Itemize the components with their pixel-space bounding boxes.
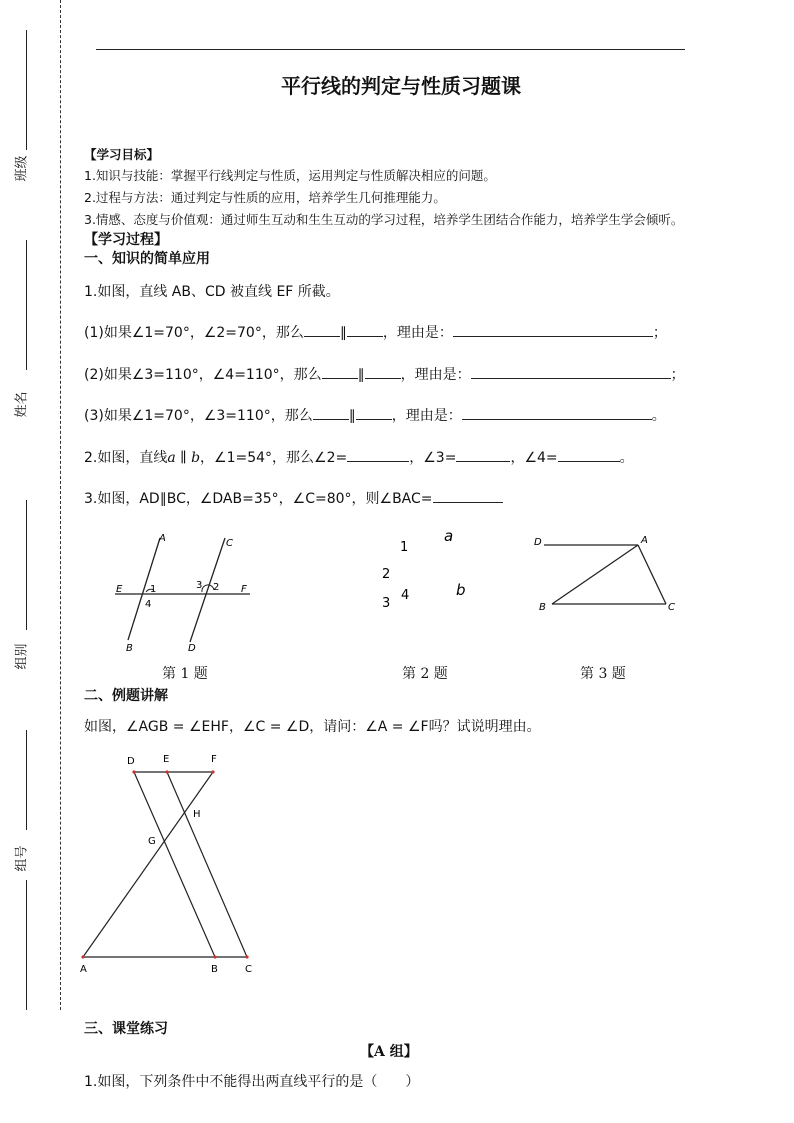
point-d (132, 770, 135, 773)
question-2 (84, 447, 634, 467)
point-f (211, 770, 214, 773)
figure-2-caption: 第 2 题 (402, 666, 448, 682)
fig1-label-4: 4 (145, 599, 152, 610)
ex-label-f: F (211, 754, 217, 765)
objective-item-1: 1.知识与技能：掌握平行线判定与性质，运用判定与性质解决相应的问题。 (84, 168, 496, 183)
point-e (165, 770, 168, 773)
answer-blank[interactable] (304, 324, 340, 337)
q1-3-text: (3)如果∠1=70°，∠3=110°，那么 (84, 408, 313, 424)
group-label: 组别 (14, 643, 30, 670)
reason-blank[interactable] (471, 366, 671, 379)
group-no-label: 组号 (14, 845, 30, 872)
point-c (245, 955, 248, 958)
binding-dashed-line (60, 0, 61, 1010)
answer-blank[interactable] (322, 366, 358, 379)
answer-blank[interactable] (347, 324, 383, 337)
segment-db (134, 772, 215, 957)
segment-af (83, 772, 213, 957)
fig1-label-c: C (226, 538, 233, 549)
fig1-label-b: B (126, 643, 133, 654)
fig1-label-2: 2 (213, 582, 220, 593)
question-1-1 (84, 322, 667, 342)
margin-line-2 (26, 240, 27, 370)
objective-item-3: 3.情感、态度与价值观：通过师生互动和生生互动的学习过程，培养学生团结合作能力，培养学生学会倾听。 (84, 212, 684, 227)
answer-blank[interactable] (356, 407, 392, 420)
objective-item-2: 2.过程与方法：通过判定与性质的应用，培养学生几何推理能力。 (84, 190, 446, 205)
name-label: 姓名 (14, 391, 30, 418)
angle2-blank[interactable] (347, 449, 409, 462)
example-figure (70, 750, 270, 980)
fig1-label-1: 1 (150, 584, 157, 595)
fig2-label-4: 4 (401, 588, 410, 603)
punct: 。 (651, 408, 666, 424)
figure-3 (530, 530, 680, 620)
fig3-label-a: A (641, 535, 648, 546)
ex-label-g: G (148, 836, 156, 847)
margin-line-3 (26, 500, 27, 630)
figure-1-caption: 第 1 题 (162, 666, 208, 682)
fig2-label-a: a (444, 527, 454, 545)
fig1-label-a: A (159, 533, 166, 544)
question-1-3 (84, 405, 666, 425)
fig1-label-d: D (188, 643, 196, 654)
figure-3-caption: 第 3 题 (580, 666, 626, 682)
fig1-label-e: E (116, 584, 123, 595)
fig2-label-2: 2 (382, 567, 391, 582)
header-rule (96, 49, 685, 50)
question-1-2 (84, 364, 685, 384)
reason-label: ，理由是： (391, 408, 462, 424)
fig2-label-1: 1 (400, 540, 409, 555)
segment-ac (638, 545, 666, 604)
ex-label-e: E (163, 754, 170, 765)
reason-label: ，理由是： (400, 367, 471, 383)
fig3-label-c: C (668, 602, 675, 613)
section2-heading: 二、例题讲解 (84, 688, 168, 704)
section2-question: 如图，∠AGB = ∠EHF，∠C = ∠D，请问：∠A = ∠F吗？试说明理由。 (84, 719, 541, 735)
fig2-label-3: 3 (382, 596, 391, 611)
fig1-label-f: F (241, 584, 247, 595)
section3-heading: 三、课堂练习 (84, 1021, 168, 1037)
objectives-heading: 【学习目标】 (84, 147, 160, 162)
class-label: 班级 (14, 155, 30, 182)
group-a-heading: 【A 组】 (360, 1044, 418, 1060)
reason-label: ，理由是： (382, 325, 453, 341)
punct: ； (652, 325, 667, 341)
ex-label-b: B (211, 964, 218, 975)
bac-blank[interactable] (433, 490, 503, 503)
q2-text-d: ，∠3= (409, 450, 457, 466)
angle3-blank[interactable] (456, 449, 510, 462)
q1-2-text: (2)如果∠3=110°，∠4=110°，那么 (84, 367, 322, 383)
q1-1-text: (1)如果∠1=70°，∠2=70°，那么 (84, 325, 304, 341)
fig3-label-b: B (539, 602, 546, 613)
process-heading: 【学习过程】 (84, 232, 168, 248)
answer-blank[interactable] (365, 366, 401, 379)
punct: ； (670, 367, 685, 383)
point-b (213, 955, 216, 958)
parallel-symbol: ∥ (357, 367, 365, 383)
reason-blank[interactable] (462, 407, 652, 420)
margin-line-4 (26, 730, 27, 830)
question-1: 1.如图，直线 AB、CD 被直线 EF 所截。 (84, 284, 340, 300)
fig1-label-3: 3 (196, 580, 203, 591)
figure-2 (360, 520, 490, 620)
fig3-label-d: D (534, 537, 542, 548)
question-3 (84, 488, 503, 508)
q2-text-e: ，∠4= (510, 450, 558, 466)
q3-text: 3.如图，AD∥BC，∠DAB=35°，∠C=80°，则∠BAC= (84, 491, 433, 507)
ex-label-h: H (193, 809, 201, 820)
margin-line-5 (26, 880, 27, 1010)
ex-label-a: A (80, 964, 87, 975)
reason-blank[interactable] (453, 324, 653, 337)
figure-1 (110, 530, 260, 660)
q2-text-f: 。 (619, 450, 634, 466)
segment-ec (167, 772, 247, 957)
segment-ab (552, 545, 638, 604)
answer-blank[interactable] (313, 407, 349, 420)
ex-label-d: D (127, 756, 135, 767)
fig2-label-b: b (456, 581, 466, 599)
ex-label-c: C (245, 964, 252, 975)
q2-text-c: ，∠1=54°，那么∠2= (200, 450, 348, 466)
q2-ab: a ∥ b (167, 450, 201, 466)
q2-text-a: 2.如图，直线 (84, 450, 168, 466)
angle4-blank[interactable] (558, 449, 620, 462)
page-title: 平行线的判定与性质习题课 (281, 74, 521, 98)
practice-question-1: 1.如图，下列条件中不能得出两直线平行的是（ ） (84, 1074, 420, 1090)
parallel-symbol: ∥ (339, 325, 347, 341)
section1-heading: 一、知识的简单应用 (84, 251, 210, 267)
point-a (81, 955, 84, 958)
parallel-symbol: ∥ (348, 408, 356, 424)
